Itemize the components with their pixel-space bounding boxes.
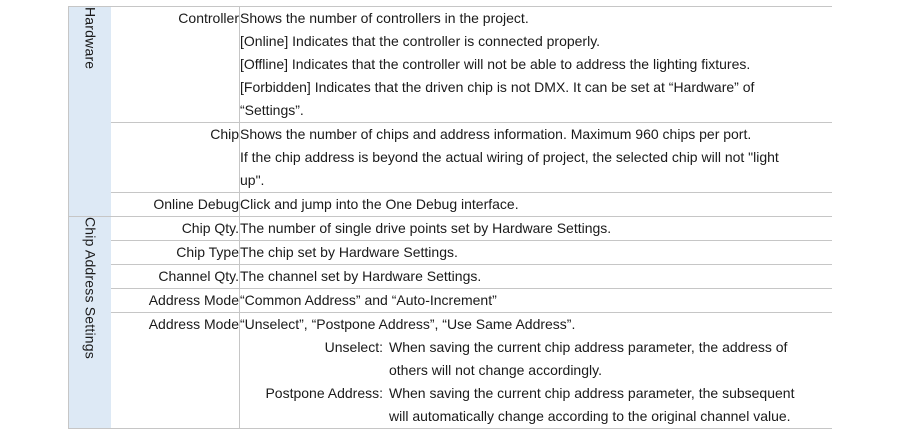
table-row	[69, 265, 833, 289]
row-label: Controller	[111, 7, 240, 123]
description-line: will automatically change according to the original channel value.	[389, 408, 791, 424]
description-line: [Offline] Indicates that the controller will not be able to address the lighting fixtures.	[240, 56, 751, 72]
row-label: Address Mode	[111, 313, 240, 429]
description-line: [Forbidden] Indicates that the driven chip is not DMX. It can be set at “Hardware” of	[240, 79, 755, 95]
table-row	[69, 241, 833, 265]
table-row	[69, 313, 833, 429]
description-line: others will not change accordingly.	[389, 362, 602, 378]
table-row	[69, 289, 833, 313]
row-description	[240, 193, 833, 217]
row-description: The chip set by Hardware Settings.	[240, 241, 833, 265]
group-label: Hardware	[82, 7, 99, 70]
row-label: Chip Qty.	[111, 217, 240, 241]
row-label: Online Debug	[111, 193, 240, 217]
description-line: When saving the current chip address parameter, the subsequent	[389, 385, 795, 401]
row-description	[240, 7, 833, 123]
row-label: Address Mode	[111, 289, 240, 313]
row-description: The channel set by Hardware Settings.	[240, 265, 833, 289]
row-label: Chip	[111, 123, 240, 193]
option-description	[389, 336, 832, 382]
description-line: “Unselect”, “Postpone Address”, “Use Same Address”.	[240, 316, 576, 332]
group-label: Chip Address Settings	[82, 217, 99, 359]
settings-table	[68, 6, 832, 429]
row-description: The number of single drive points set by Hardware Settings.	[240, 217, 833, 241]
table-row	[69, 193, 833, 217]
description-line: Shows the number of controllers in the project.	[240, 10, 529, 26]
option-label: Postpone Address:	[265, 385, 383, 401]
row-label: Chip Type	[111, 241, 240, 265]
description-line: If the chip address is beyond the actual wiring of project, the selected chip will not "light	[240, 149, 779, 165]
row-description	[240, 123, 833, 193]
description-line: “Settings”.	[240, 102, 304, 118]
row-description: “Common Address” and “Auto-Increment”	[240, 289, 833, 313]
row-label: Channel Qty.	[111, 265, 240, 289]
description-line: [Online] Indicates that the controller is connected properly.	[240, 33, 601, 49]
hardware-group-cell	[69, 7, 112, 217]
chip-address-group-cell	[69, 217, 112, 429]
description-line: When saving the current chip address parameter, the address of	[389, 339, 788, 355]
table-row	[69, 123, 833, 193]
row-description	[240, 313, 833, 429]
description-line: up".	[240, 172, 265, 188]
description-line: Shows the number of chips and address information. Maximum 960 chips per port.	[240, 126, 752, 142]
table-row	[69, 217, 833, 241]
option-description	[389, 382, 832, 428]
table-row	[69, 7, 833, 123]
option-postpone-address	[240, 382, 832, 428]
description-line: Click and jump into the One Debug interface.	[240, 196, 519, 212]
option-unselect	[240, 336, 832, 382]
option-label: Unselect:	[324, 339, 383, 355]
